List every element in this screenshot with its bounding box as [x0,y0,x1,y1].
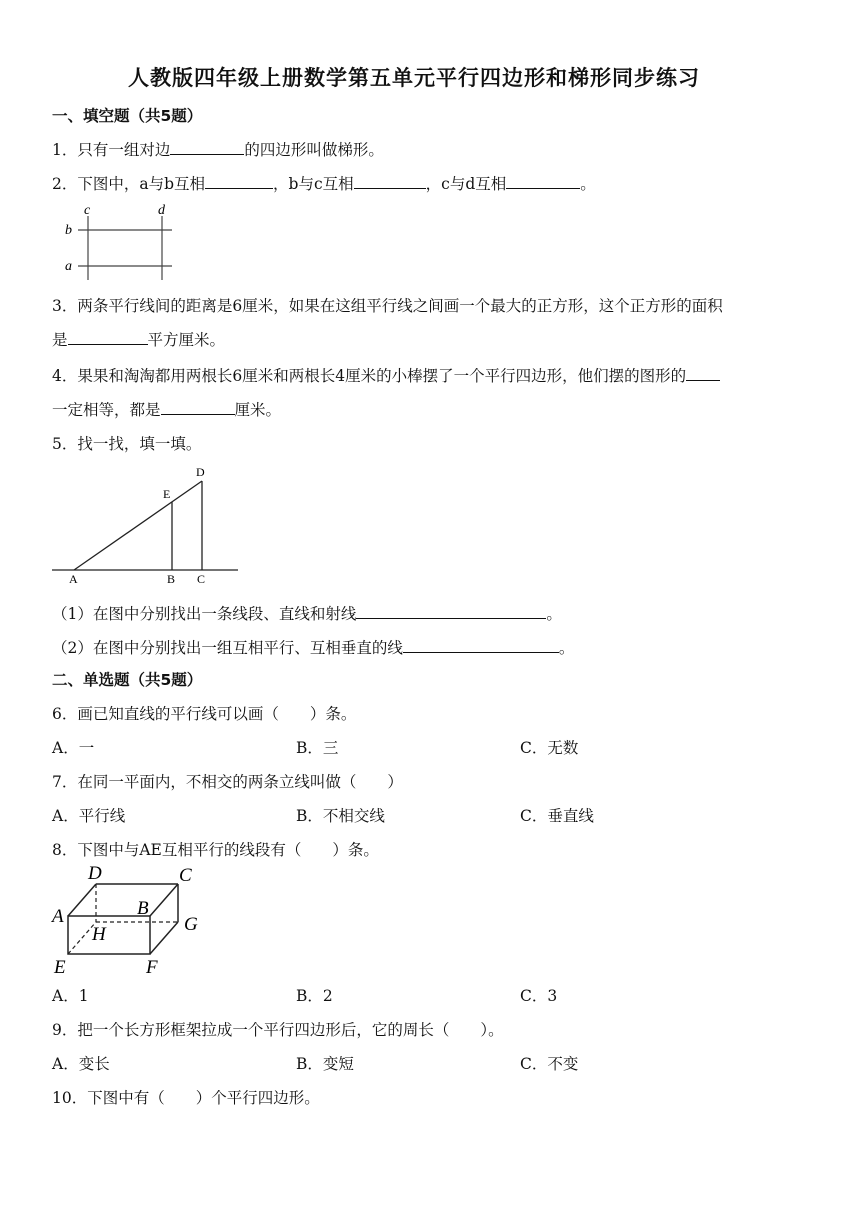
label-e: E [163,487,171,501]
question-5-sub-2-end: 。 [558,639,575,657]
label-b: B [167,572,176,586]
question-5-sub-1-text: （1）在图中分别找出一条线段、直线和射线 [52,605,357,623]
option-b[interactable]: B．不相交线 [296,807,385,825]
question-2-text-1: 2．下图中，a与b互相 [52,175,206,193]
question-8: 8．下图中与AE互相平行的线段有（ ）条。 [52,841,379,859]
label-b: b [65,223,72,238]
question-2-text-3: ，c与d互相 [425,175,507,193]
label-h: H [92,924,106,945]
question-9: 9．把一个长方形框架拉成一个平行四边形后，它的周长（ ）。 [52,1021,504,1039]
question-4-line-2 [52,398,281,420]
question-4-text-1: 4．果果和淘淘都用两根长6厘米和两根长4厘米的小棒摆了一个平行四边形，他们摆的图形的 [52,367,687,385]
question-2-text-2: ，b与c互相 [273,175,354,193]
segment-ad [74,481,202,570]
option-c[interactable]: C．不变 [520,1055,579,1073]
question-1-text-post: 的四边形叫做梯形。 [244,141,384,159]
lines-figure [60,200,180,282]
section-heading-fill-blank: 一、填空题（共5题） [52,107,203,125]
answer-blank[interactable] [205,173,273,189]
label-a: A [69,572,78,586]
label-c: C [179,865,192,886]
page-title: 人教版四年级上册数学第五单元平行四边形和梯形同步练习 [128,65,700,90]
option-c[interactable]: C．垂直线 [520,807,594,825]
question-7: 7．在同一平面内，不相交的两条立线叫做（ ） [52,773,403,791]
answer-blank[interactable] [68,329,148,345]
label-b: B [137,898,149,919]
question-6: 6．画已知直线的平行线可以画（ ）条。 [52,705,357,723]
option-a[interactable]: A．变长 [52,1055,110,1073]
label-g: G [184,914,198,935]
option-b[interactable]: B．变短 [296,1055,354,1073]
question-5-sub-1-end: 。 [546,605,562,623]
answer-blank[interactable] [170,139,244,155]
label-c: C [197,572,206,586]
option-b[interactable]: B．2 [296,987,333,1005]
option-a[interactable]: A．一 [52,739,95,757]
question-3-line-2 [52,328,225,350]
option-a[interactable]: A．1 [52,987,89,1005]
cuboid-figure [48,862,208,978]
question-2-text-4: 。 [580,175,596,193]
question-1 [52,138,384,160]
question-4-text-pre: 一定相等，都是 [52,401,161,419]
edge-bc [150,884,178,916]
label-a: A [52,906,64,927]
answer-blank[interactable] [354,173,426,189]
question-5-sub-2-text: （2）在图中分别找出一组互相平行、互相垂直的线 [52,639,403,657]
question-2 [52,172,596,194]
answer-blank[interactable] [403,637,559,653]
question-1-text-pre: 1．只有一组对边 [52,141,171,159]
label-c: c [84,203,91,218]
option-b[interactable]: B．三 [296,739,339,757]
answer-blank[interactable] [686,365,720,381]
option-c[interactable]: C．3 [520,987,558,1005]
question-5-sub-2 [52,636,574,658]
question-3-text-post: 平方厘米。 [147,331,226,349]
question-4-line-1 [52,364,720,386]
label-d: D [196,465,205,479]
label-f: F [146,957,158,978]
label-d: d [158,203,165,218]
answer-blank[interactable] [506,173,580,189]
label-a: a [65,259,72,274]
triangle-figure [48,460,244,586]
section-heading-multiple-choice: 二、单选题（共5题） [52,671,203,689]
answer-blank[interactable] [161,399,235,415]
option-c[interactable]: C．无数 [520,739,579,757]
edge-ad [68,884,96,916]
question-3-text-pre: 是 [52,331,68,349]
question-3-line-1: 3．两条平行线间的距离是6厘米，如果在这组平行线之间画一个最大的正方形，这个正方形的面积 [52,297,723,315]
edge-fg [150,922,178,954]
question-10: 10．下图中有（ ）个平行四边形。 [52,1089,320,1107]
question-4-text-post: 厘米。 [234,401,282,419]
answer-blank[interactable] [356,603,546,619]
front-face [68,916,150,954]
label-d: D [88,863,102,884]
label-e: E [54,957,66,978]
option-a[interactable]: A．平行线 [52,807,126,825]
question-5-sub-1 [52,602,562,624]
question-5: 5．找一找，填一填。 [52,435,202,453]
